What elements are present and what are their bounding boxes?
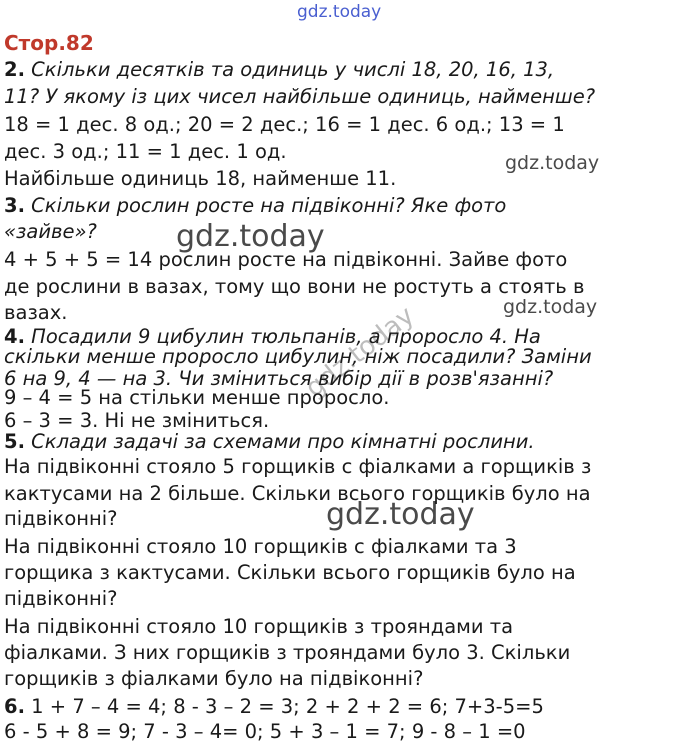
task-5-problem-line: фіалками. З них горщиків з трояндами було 3. Скільки [4, 641, 571, 664]
task-3-question-line-1 [4, 193, 506, 218]
watermark: gdz.today [505, 152, 600, 174]
task-4-answer-line-2: 6 – 3 = 3. Ні не зміниться. [4, 409, 270, 432]
task-5-problem-line: кактусами на 2 більше. Скільки всього горщиків було на [4, 482, 591, 505]
task-5-question-line-1 [4, 429, 535, 454]
watermark-top[interactable]: gdz.today [297, 2, 382, 22]
task-number: 4. [4, 325, 25, 348]
task-number: 3. [4, 194, 25, 217]
task-3-question-line-2: «зайве»? [4, 220, 97, 243]
task-2-answer-line-2: дес. 3 од.; 11 = 1 дес. 1 од. [4, 140, 287, 163]
watermark: gdz.today [326, 497, 475, 532]
task-5-problem-line: підвіконні? [4, 507, 118, 530]
answer-text: 1 + 7 – 4 = 4; 8 - 3 – 2 = 3; 2 + 2 + 2 = 6; 7+3-5=5 [24, 695, 544, 718]
task-4-question-line-3: 6 на 9, 4 — на 3. Чи зміниться вибір дії в розв'язанні? [4, 367, 554, 390]
task-5-problem-line: На підвіконні стояло 5 горщиків с фіалками а горщиків з [4, 455, 592, 478]
task-5-problem-line: горщиків з фіалками було на підвіконні? [4, 667, 424, 690]
task-4-answer-line-1: 9 – 4 = 5 на стільки менше проросло. [4, 386, 390, 409]
task-5-problem-line: підвіконні? [4, 587, 118, 610]
task-3-answer-line-3: вазах. [4, 301, 68, 324]
task-6-answer-line-1 [4, 694, 544, 719]
question-text: Скільки десятків та одиниць у числі 18, 20, 16, 13, [24, 58, 555, 81]
task-2-answer-line-1: 18 = 1 дес. 8 од.; 20 = 2 дес.; 16 = 1 дес. 6 од.; 13 = 1 [4, 113, 565, 136]
task-3-answer-line-2: де рослини в вазах, тому що вони не ростуть а стоять в [4, 275, 585, 298]
task-5-problem-line: горщика з кактусами. Скільки всього горщиків було на [4, 561, 576, 584]
task-number: 6. [4, 695, 25, 718]
task-2-answer-line-3: Найбільше одиниць 18, найменше 11. [4, 167, 397, 190]
watermark: gdz.today [176, 219, 325, 254]
question-text: Посадили 9 цибулин тюльпанів, а проросло 4. На [24, 325, 541, 348]
question-text: Склади задачі за схемами про кімнатні рослини. [24, 430, 535, 453]
task-5-problem-line: На підвіконні стояло 10 горщиків з трояндами та [4, 615, 514, 638]
watermark: gdz.today [503, 296, 598, 318]
task-4-question-line-2: скільки менше проросло цибулин, ніж посадили? Заміни [4, 345, 592, 368]
question-text: Скільки рослин росте на підвіконні? Яке фото [24, 194, 507, 217]
task-number: 2. [4, 58, 25, 81]
task-2-question-line-2: 11? У якому із цих чисел найбільше одиниць, найменше? [4, 85, 596, 108]
task-2-question-line-1 [4, 57, 554, 82]
page-title: Стор.82 [4, 31, 94, 55]
task-number: 5. [4, 430, 25, 453]
task-3-answer-line-1: 4 + 5 + 5 = 14 рослин росте на підвіконні. Зайве фото [4, 248, 568, 271]
task-6-answer-line-2: 6 - 5 + 8 = 9; 7 - 3 – 4= 0; 5 + 3 – 1 = 7; 9 - 8 – 1 =0 [4, 720, 526, 743]
watermark-diagonal: gdz.today [300, 300, 421, 404]
task-5-problem-line: На підвіконні стояло 10 горщиків с фіалками та 3 [4, 535, 517, 558]
